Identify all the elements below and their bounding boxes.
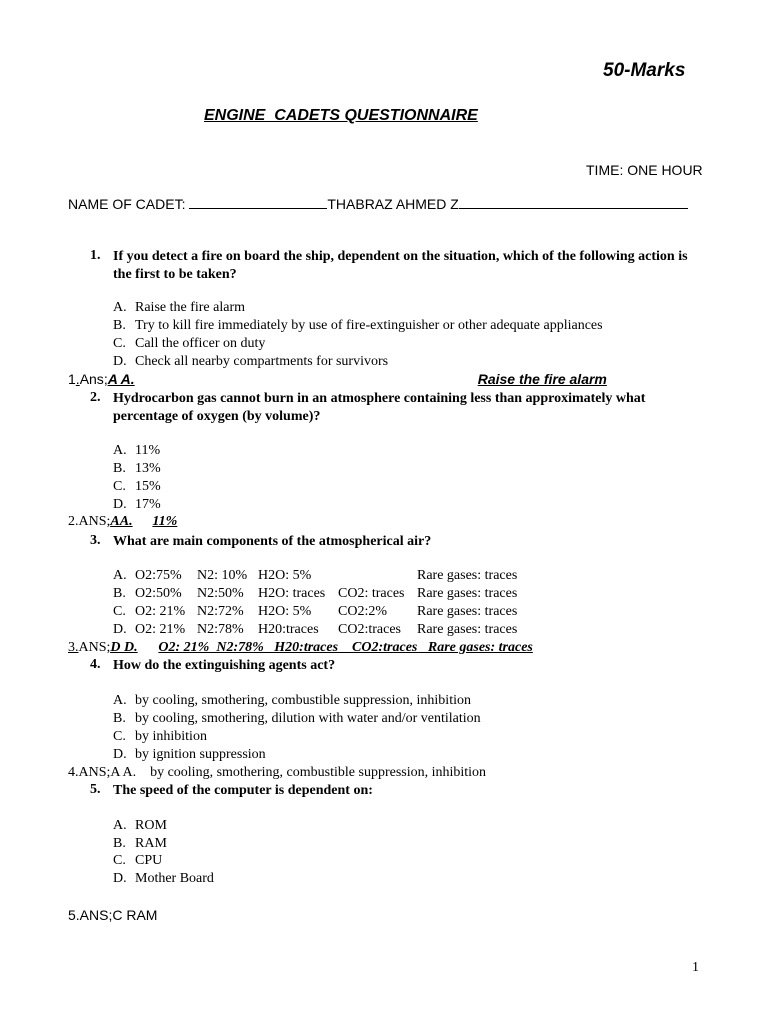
answer-semicolon: ;	[106, 514, 111, 529]
option-col: Rare gases: traces	[417, 568, 518, 583]
option-text: Try to kill fire immediately by use of fire-extinguisher or other adequate appliances	[135, 318, 603, 333]
option-text: Check all nearby compartments for survivors	[135, 354, 389, 369]
option-letter: A.	[113, 443, 127, 458]
option-col: O2:75%	[135, 568, 182, 583]
option-col: O2: 21%	[135, 622, 186, 637]
option-letter: D.	[113, 871, 127, 886]
option-letter: D.	[113, 497, 127, 512]
option-col: CO2:traces	[338, 622, 401, 637]
answer-2	[68, 514, 177, 530]
option-text: by inhibition	[135, 729, 207, 744]
page-number: 1	[692, 960, 699, 975]
option-letter: D.	[113, 354, 127, 369]
questionnaire-title: ENGINE CADETS QUESTIONNAIRE	[204, 107, 478, 124]
option-letter: A.	[113, 568, 127, 583]
option-letter: C.	[113, 336, 126, 351]
option-col: H2O: traces	[258, 586, 326, 601]
option-col: N2:72%	[197, 604, 244, 619]
option-col: H2O: 5%	[258, 604, 312, 619]
option-col: O2: 21%	[135, 604, 186, 619]
option-text: by cooling, smothering, dilution with water and/or ventilation	[135, 711, 481, 726]
option-text: by cooling, smothering, combustible suppression, inhibition	[135, 693, 471, 708]
answer-prefix: ANS	[78, 640, 107, 655]
answer-text: 11%	[152, 514, 178, 529]
option-text: Mother Board	[135, 871, 214, 886]
option-col: N2:78%	[197, 622, 244, 637]
option-col: O2:50%	[135, 586, 182, 601]
option-text: 15%	[135, 479, 161, 494]
option-text: by ignition suppression	[135, 747, 266, 762]
option-text: Call the officer on duty	[135, 336, 266, 351]
option-letter: B.	[113, 711, 126, 726]
answer-semicolon: ;	[106, 640, 111, 655]
option-text: RAM	[135, 836, 167, 851]
answer-number: 3.	[68, 640, 79, 655]
option-col: H2O: 5%	[258, 568, 312, 583]
question-number: 5.	[90, 782, 101, 797]
option-text: Raise the fire alarm	[135, 300, 246, 315]
option-letter: C.	[113, 853, 126, 868]
answer-text: Raise the fire alarm	[477, 371, 607, 387]
option-text: CPU	[135, 853, 163, 868]
question-number: 1.	[90, 248, 101, 263]
option-letter: D.	[113, 622, 127, 637]
answer-5: 5.ANS;C RAM	[68, 907, 158, 923]
option-col: N2:50%	[197, 586, 244, 601]
marks-label: 50-Marks	[603, 60, 686, 81]
option-text: ROM	[135, 818, 167, 833]
answer-1	[68, 371, 607, 387]
option-letter: B.	[113, 318, 126, 333]
option-col: H20:traces	[258, 622, 319, 637]
cadet-name-value: THABRAZ AHMED Z	[327, 196, 459, 212]
answer-number: 1	[68, 371, 76, 387]
answer-dot: .	[75, 371, 80, 387]
option-letter: D.	[113, 747, 127, 762]
option-col: CO2:2%	[338, 604, 387, 619]
answer-semicolon: ;	[103, 371, 108, 387]
option-col: N2: 10%	[197, 568, 248, 583]
time-label: TIME: ONE HOUR	[586, 162, 703, 178]
answer-prefix: 2.ANS	[68, 514, 107, 529]
option-letter: A.	[113, 818, 127, 833]
name-blank-before	[189, 195, 327, 209]
cadet-name-label: NAME OF CADET:	[68, 196, 190, 212]
question-text: If you detect a fire on board the ship, dependent on the situation, which of the following action is the first to be taken?	[113, 249, 688, 282]
answer-choice: A A.	[107, 371, 135, 387]
question-number: 4.	[90, 657, 101, 672]
option-letter: C.	[113, 729, 126, 744]
option-text: 13%	[135, 461, 161, 476]
option-letter: B.	[113, 836, 126, 851]
option-text: 17%	[135, 497, 161, 512]
answer-choice: AA.	[110, 514, 133, 529]
option-col: Rare gases: traces	[417, 622, 518, 637]
question-text: What are main components of the atmospherical air?	[113, 534, 432, 549]
answer-3	[68, 640, 533, 656]
cadet-name-line	[68, 195, 688, 212]
option-letter: C.	[113, 604, 126, 619]
option-letter: B.	[113, 586, 126, 601]
question-text: Hydrocarbon gas cannot burn in an atmosphere containing less than approximately what percentage of oxygen (by volume)?	[113, 391, 646, 424]
option-col: CO2: traces	[338, 586, 405, 601]
option-letter: B.	[113, 461, 126, 476]
question-number: 3.	[90, 533, 101, 548]
option-col: Rare gases: traces	[417, 604, 518, 619]
option-col: Rare gases: traces	[417, 586, 518, 601]
answer-text: O2: 21% N2:78% H20:traces CO2:traces Rare gases: traces	[158, 640, 533, 655]
question-text: The speed of the computer is dependent on:	[113, 783, 373, 798]
answer-prefix: Ans	[79, 371, 104, 387]
name-blank-after	[459, 195, 688, 209]
option-text: 11%	[135, 443, 161, 458]
answer-choice: D D.	[110, 640, 138, 655]
option-letter: C.	[113, 479, 126, 494]
option-letter: A.	[113, 300, 127, 315]
question-text: How do the extinguishing agents act?	[113, 658, 336, 673]
option-letter: A.	[113, 693, 127, 708]
answer-4: 4.ANS;A A. by cooling, smothering, combustible suppression, inhibition	[68, 765, 487, 780]
question-number: 2.	[90, 390, 101, 405]
